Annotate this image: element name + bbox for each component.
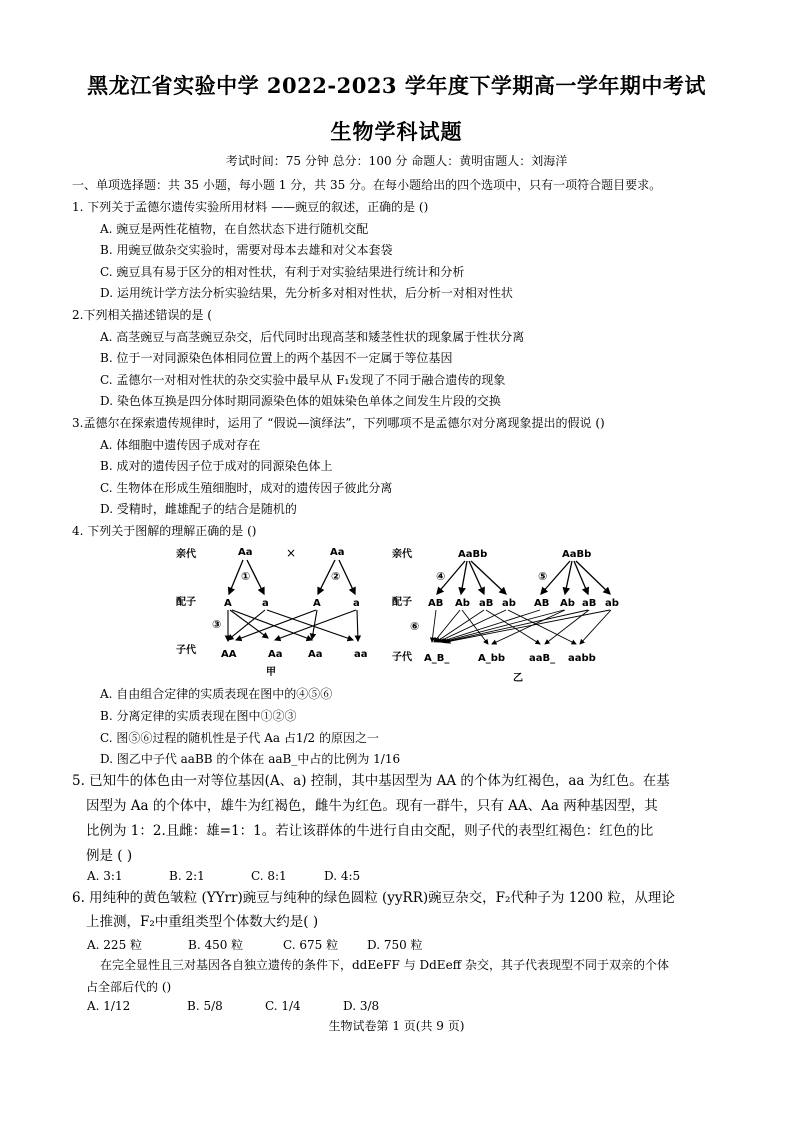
yi-gamete-3: aB — [479, 598, 494, 609]
yi-gamete-8: ab — [605, 598, 619, 609]
question-5-line-3: 比例为 1：2.且雌：雄=1：1。若让该群体的牛进行自由交配，则子代的表型红褐色：红色的比 — [86, 823, 654, 839]
jia-step-1: ① — [241, 570, 251, 583]
jia-step-2: ② — [331, 570, 341, 583]
question-7-line-1: 在完全显性且三对基因各自独立遗传的条件下，ddEeFF 与 DdEeff 杂交，其子代表现型不同于双亲的个体 — [100, 958, 670, 972]
question-5-option-a: A. 3:1 — [87, 869, 123, 883]
question-7-option-d: D. 3/8 — [343, 999, 380, 1013]
question-4-option-c: C. 图⑤⑥过程的随机性是子代 Aa 占1/2 的原因之一 — [100, 731, 379, 745]
question-6-options — [0, 936, 793, 952]
question-2-option-d: D. 染色体互换是四分体时期同源染色体的姐妹染色单体之间发生片段的交换 — [100, 394, 501, 408]
question-5-line-4: 例是 ( ) — [86, 848, 133, 864]
question-3-option-d: D. 受精时，雌雄配子的结合是随机的 — [100, 502, 297, 516]
jia-offspring-3: Aa — [308, 649, 323, 660]
question-4-option-a: A. 自由组合定律的实质表现在图中的④⑤⑥ — [100, 687, 333, 701]
yi-gamete-2: Ab — [455, 598, 470, 609]
jia-label: 甲 — [266, 667, 276, 678]
question-6-option-b: B. 450 粒 — [188, 938, 244, 952]
question-6-option-a: A. 225 粒 — [87, 938, 143, 952]
question-6-line-1: 6. 用纯种的黄色皱粒 (YYrr)豌豆与纯种的绿色圆粒 (yyRR)豌豆杂交，F₂代种子为 1200 粒，从理论 — [72, 890, 675, 906]
question-1-option-d: D. 运用统计学方法分析实验结果，先分析多对相对性状，后分析一对相对性状 — [100, 286, 513, 300]
row-label-parent-2: 亲代 — [392, 549, 412, 560]
yi-step-4: ④ — [436, 570, 446, 583]
jia-step-3: ③ — [212, 618, 222, 631]
question-4-stem: 4. 下列关于图解的理解正确的是 () — [72, 524, 257, 538]
genetics-diagram — [0, 543, 793, 683]
exam-meta: 考试时间：75 分钟 总分：100 分 命题人：黄明宙题人：刘海洋 — [225, 154, 568, 168]
yi-offspring-4: aabb — [568, 653, 596, 664]
question-1-stem: 1. 下列关于孟德尔遗传实验所用材料 ——豌豆的叙述，正确的是 () — [72, 200, 429, 214]
question-2-stem: 2.下列相关描述错误的是 ( — [72, 308, 212, 322]
question-3-option-a: A. 体细胞中遗传因子成对存在 — [100, 438, 261, 452]
yi-gamete-5: AB — [534, 598, 550, 609]
question-7-option-b: B. 5/8 — [187, 999, 223, 1013]
jia-offspring-2: Aa — [268, 649, 283, 660]
yi-parent-1: AaBb — [458, 549, 488, 560]
question-5-line-1: 5. 已知牛的体色由一对等位基因(A、a) 控制，其中基因型为 AA 的个体为红褐色，aa 为红色。在基 — [72, 773, 670, 789]
question-7-line-2: 占全部后代的 () — [86, 980, 172, 994]
jia-parent-2: Aa — [330, 547, 345, 558]
question-5-option-c: C. 8:1 — [251, 869, 287, 883]
page-footer: 生物试卷第 1 页(共 9 页) — [328, 1019, 465, 1033]
yi-step-6: ⑥ — [410, 620, 420, 633]
row-label-offspring-2: 子代 — [392, 652, 412, 663]
question-2-option-b: B. 位于一对同源染色体相同位置上的两个基因不一定属于等位基因 — [100, 351, 453, 365]
question-1-option-a: A. 豌豆是两性花植物，在自然状态下进行随机交配 — [100, 222, 369, 236]
question-5-option-b: B. 2:1 — [169, 869, 205, 883]
jia-fertilization-arrows — [228, 610, 358, 641]
jia-gamete-1: A — [224, 598, 232, 609]
jia-offspring-4: aa — [354, 649, 368, 660]
question-2-option-a: A. 高茎豌豆与高茎豌豆杂交，后代同时出现高茎和矮茎性状的现象属于性状分离 — [100, 330, 525, 344]
question-1-option-c: C. 豌豆具有易于区分的相对性状，有利于对实验结果进行统计和分析 — [100, 265, 465, 279]
yi-offspring-3: aaB_ — [529, 653, 556, 664]
question-5-option-d: D. 4:5 — [324, 869, 361, 883]
section-heading: 一、单项选择题：共 35 小题，每小题 1 分，共 35 分。在每小题给出的四个选项中，只有一项符合题目要求。 — [72, 178, 662, 192]
jia-gamete-3: A — [313, 598, 321, 609]
question-7-option-a: A. 1/12 — [87, 999, 131, 1013]
jia-gamete-4: a — [353, 598, 360, 609]
exam-title: 黑龙江省实验中学 2022-2023 学年度下学期高一学年期中考试 — [87, 73, 706, 98]
question-7-option-c: C. 1/4 — [265, 999, 301, 1013]
jia-gamete-2: a — [262, 598, 269, 609]
yi-step-5: ⑤ — [538, 570, 548, 583]
yi-gamete-4: ab — [502, 598, 516, 609]
question-5-line-2: 因型为 Aa 的个体中，雄牛为红褐色，雌牛为红色。现有一群牛，只有 AA、Aa 两种基因型，其 — [86, 798, 658, 814]
yi-fertilization-arrows — [432, 610, 611, 644]
yi-offspring-2: A_bb — [478, 653, 506, 664]
question-3-option-b: B. 成对的遗传因子位于成对的同源染色体上 — [100, 459, 333, 473]
yi-label: 乙 — [513, 673, 523, 683]
yi-gamete-7: aB — [582, 598, 597, 609]
question-1-option-b: B. 用豌豆做杂交实验时，需要对母本去雄和对父本套袋 — [100, 243, 393, 257]
question-4-option-d: D. 图乙中子代 aaBB 的个体在 aaB_中占的比例为 1/16 — [100, 752, 401, 766]
jia-cross-sign: × — [286, 546, 297, 560]
question-6-line-2: 上推测，F₂中重组类型个体数大约是( ) — [86, 914, 319, 930]
yi-meiosis-arrows — [437, 561, 610, 594]
question-5-options — [0, 869, 793, 885]
yi-offspring-1: A_B_ — [424, 653, 450, 664]
row-label-gamete: 配子 — [176, 597, 196, 608]
row-label-parent: 亲代 — [176, 549, 196, 560]
jia-offspring-1: AA — [221, 649, 237, 660]
question-3-option-c: C. 生物体在形成生殖细胞时，成对的遗传因子彼此分离 — [100, 481, 393, 495]
jia-parent-1: Aa — [238, 547, 253, 558]
question-2-option-c: C. 孟德尔一对相对性状的杂交实验中最早从 F₁发现了不同于融合遗传的现象 — [100, 373, 506, 387]
row-label-offspring: 子代 — [176, 645, 196, 656]
yi-parent-2: AaBb — [562, 549, 592, 560]
question-4-option-b: B. 分离定律的实质表现在图中①②③ — [100, 709, 297, 723]
question-6-option-d: D. 750 粒 — [367, 938, 423, 952]
yi-gamete-1: AB — [428, 598, 444, 609]
yi-gamete-6: Ab — [560, 598, 575, 609]
question-6-option-c: C. 675 粒 — [283, 938, 339, 952]
question-3-stem: 3.孟德尔在探索遗传规律时，运用了 “假说—演绎法”，下列哪项不是孟德尔对分离现象提出的假说 () — [72, 416, 605, 430]
exam-subtitle: 生物学科试题 — [330, 119, 463, 144]
question-7-options — [0, 999, 793, 1015]
row-label-gamete-2: 配子 — [392, 597, 412, 608]
